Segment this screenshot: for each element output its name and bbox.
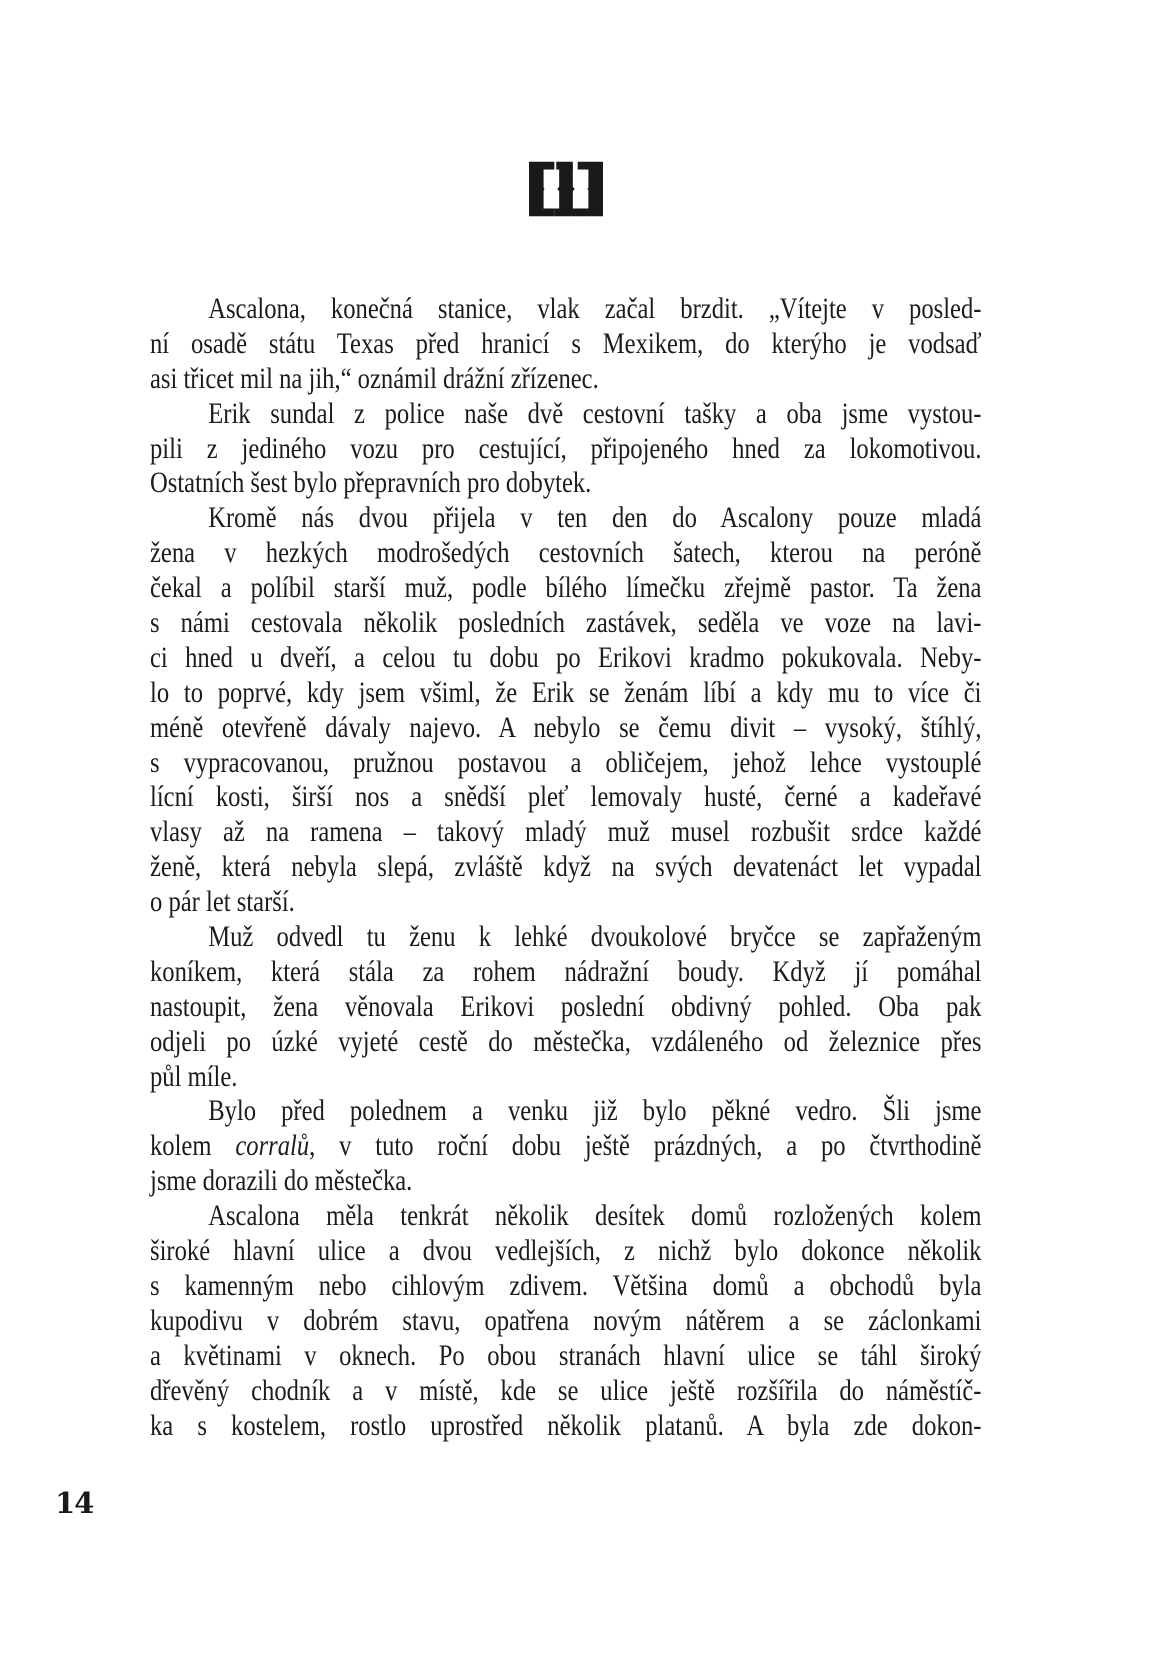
text-line: s kamenným nebo cihlovým zdivem. Většina domů a obchodů byla	[150, 1268, 982, 1302]
text-line: s vypracovanou, pružnou postavou a obličejem, jehož lehce vystouplé	[150, 745, 982, 779]
text-line: Muž odvedl tu ženu k lehké dvoukolové bryčce se zapřaženým	[208, 920, 982, 954]
text-line: Kromě nás dvou přijela v ten den do Ascalony pouze mladá	[208, 501, 982, 535]
text-line: široké hlavní ulice a dvou vedlejších, z nichž bylo dokonce několik	[150, 1234, 982, 1268]
text-line: Erik sundal z police naše dvě cestovní tašky a oba jsme vystou-	[208, 396, 982, 430]
text-line: půl míle.	[150, 1059, 238, 1093]
paragraph	[150, 397, 981, 502]
text-line: lo to poprvé, kdy jsem všiml, že Erik se ženám líbí a kdy mu to více či	[150, 675, 982, 709]
paragraph	[150, 501, 981, 920]
text-line: koníkem, která stála za rohem nádražní boudy. Když jí pomáhal	[150, 954, 982, 988]
text-block	[150, 292, 981, 1443]
text-line: s námi cestovala několik posledních zastávek, seděla ve voze na lavi-	[150, 606, 982, 640]
text-line: žena v hezkých modrošedých cestovních šatech, kterou na peróně	[150, 536, 982, 570]
chapter-number-ornament-icon	[529, 161, 603, 217]
chapter-number	[603, 161, 604, 162]
text-line: a květinami v oknech. Po obou stranách hlavní ulice se táhl široký	[150, 1338, 982, 1372]
paragraph	[150, 1199, 981, 1443]
chapter-heading	[150, 161, 981, 217]
text-line: o pár let starší.	[150, 885, 295, 919]
text-line: ka s kostelem, rostlo uprostřed několik platanů. A byla zde dokon-	[150, 1408, 982, 1442]
text-line: pili z jediného vozu pro cestující, připojeného hned za lokomotivou.	[150, 431, 982, 465]
text-line: asi třicet mil na jih,“ oznámil drážní zřízenec.	[150, 361, 599, 395]
page-number: 14	[55, 1486, 94, 1520]
paragraph	[150, 920, 981, 1094]
paragraph	[150, 292, 981, 397]
text-line: ženě, která nebyla slepá, zvláště když na svých devatenáct let vypadal	[150, 850, 982, 884]
text-line: odjeli po úzké vyjeté cestě do městečka, vzdáleného od železnice přes	[150, 1024, 982, 1058]
text-line: Ascalona měla tenkrát několik desítek domů rozložených kolem	[208, 1199, 982, 1233]
text-line: dřevěný chodník a v místě, kde se ulice ještě rozšířila do náměstíč-	[150, 1373, 982, 1407]
text-line: ci hned u dveří, a celou tu dobu po Erikovi kradmo pokukovala. Neby-	[150, 640, 982, 674]
text-line: čekal a políbil starší muž, podle bílého límečku zřejmě pastor. Ta žena	[150, 571, 982, 605]
text-line: nastoupit, žena věnovala Erikovi poslední obdivný pohled. Oba pak	[150, 989, 982, 1023]
text-line: Bylo před polednem a venku již bylo pěkné vedro. Šli jsme	[208, 1094, 982, 1128]
text-line: vlasy až na ramena – takový mladý muž musel rozbušit srdce každé	[150, 815, 982, 849]
text-line: lícní kosti, širší nos a snědší pleť lemovaly husté, černé a kadeřavé	[150, 780, 982, 814]
text-line: méně otevřeně dávaly najevo. A nebylo se čemu divit – vysoký, štíhlý,	[150, 710, 982, 744]
text-line: kupodivu v dobrém stavu, opatřena novým nátěrem a se záclonkami	[150, 1303, 982, 1337]
text-line: Ostatních šest bylo přepravních pro dobytek.	[150, 466, 592, 500]
text-line: kolem corralů, v tuto roční dobu ještě prázdných, a po čtvrthodině	[150, 1129, 982, 1163]
text-line: ní osadě státu Texas před hranicí s Mexikem, do kterýho je vodsaď	[150, 326, 982, 360]
text-line: Ascalona, konečná stanice, vlak začal brzdit. „Vítejte v posled-	[208, 292, 982, 325]
paragraph	[150, 1094, 981, 1199]
text-line: jsme dorazili do městečka.	[150, 1164, 413, 1198]
